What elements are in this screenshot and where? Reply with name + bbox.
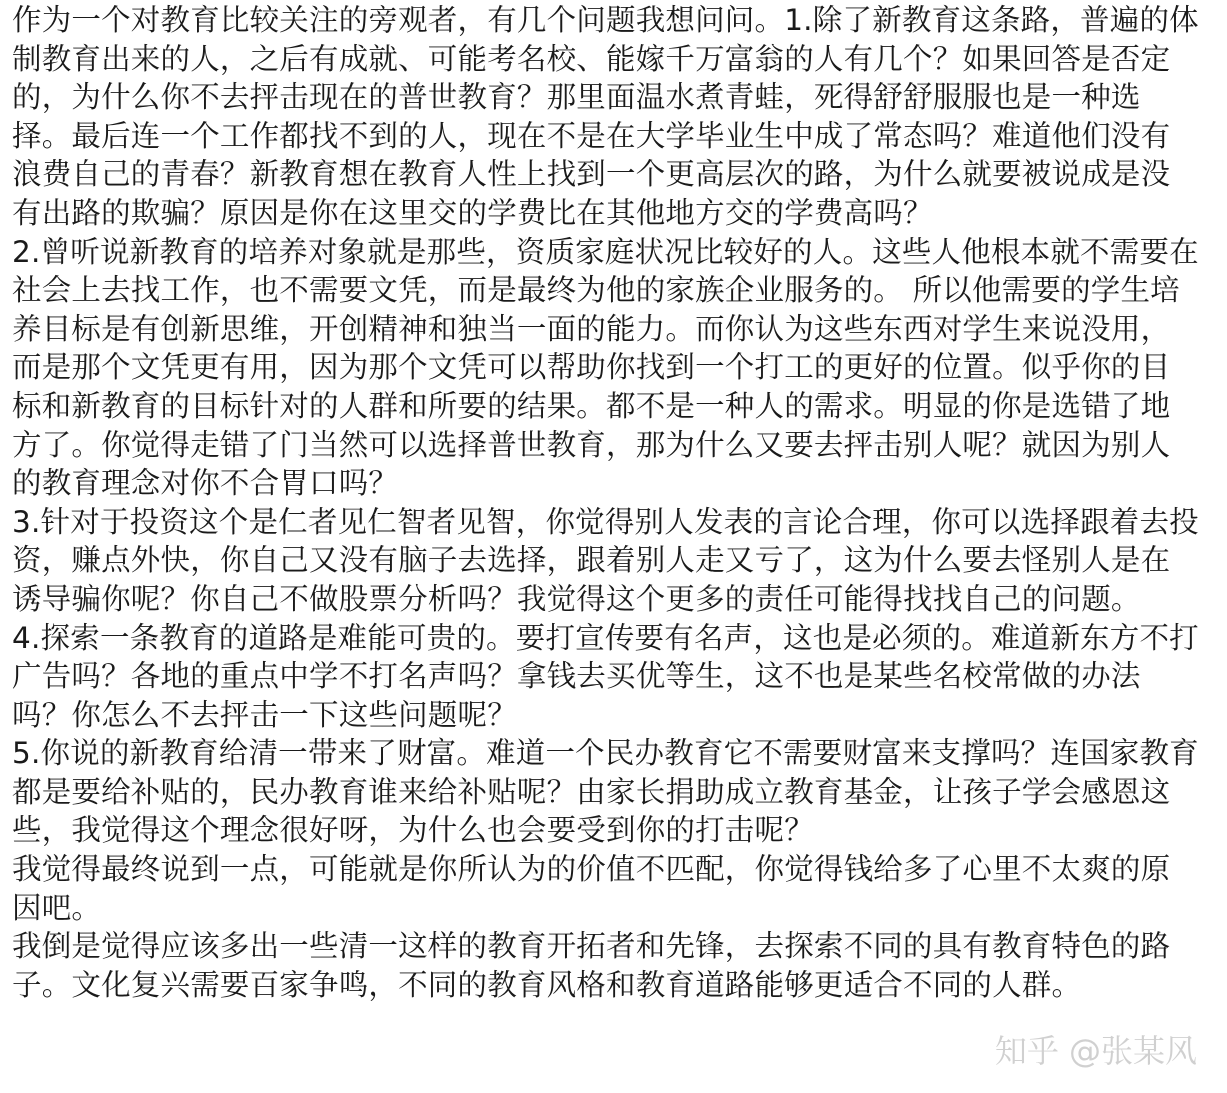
text-line: 养目标是有创新思维，开创精神和独当一面的能力。而你认为这些东西对学生来说没用， <box>12 311 1171 346</box>
text-line: 的，为什么你不去抨击现在的普世教育？那里面温水煮青蛙，死得舒舒服服也是一种选 <box>12 80 1141 115</box>
text-line: 5.你说的新教育给清一带来了财富。难道一个民办教育它不需要财富来支撑吗？连国家教育 <box>12 736 1199 771</box>
text-line: 我觉得最终说到一点，可能就是你所认为的价值不匹配，你觉得钱给多了心里不太爽的原 <box>12 852 1171 887</box>
watermark: 知乎 @张某风 <box>994 1032 1197 1070</box>
text-line: 些，我觉得这个理念很好呀，为什么也会要受到你的打击呢？ <box>12 813 814 848</box>
document-body <box>12 0 1217 1003</box>
text-line: 都是要给补贴的，民办教育谁来给补贴呢？由家长捐助成立教育基金，让孩子学会感恩这 <box>12 774 1171 809</box>
text-line: 作为一个对教育比较关注的旁观者，有几个问题我想问问。1.除了新教育这条路，普遍的体 <box>12 3 1199 37</box>
text-line: 广告吗？各地的重点中学不打名声吗？拿钱去买优等生，这不也是某些名校常做的办法 <box>12 659 1141 694</box>
text-line: 而是那个文凭更有用，因为那个文凭可以帮助你找到一个打工的更好的位置。似乎你的目 <box>12 350 1171 385</box>
text-line: 我倒是觉得应该多出一些清一这样的教育开拓者和先锋，去探索不同的具有教育特色的路 <box>12 929 1171 964</box>
text-line: 3.针对于投资这个是仁者见仁智者见智，你觉得别人发表的言论合理，你可以选择跟着去投 <box>12 504 1199 539</box>
text-line: 因吧。 <box>12 890 102 925</box>
text-line: 资，赚点外快，你自己又没有脑子去选择，跟着别人走又亏了，这为什么要去怪别人是在 <box>12 543 1171 578</box>
text-line: 浪费自己的青春？新教育想在教育人性上找到一个更高层次的路，为什么就要被说成是没 <box>12 157 1171 192</box>
text-line: 吗？你怎么不去抨击一下这些问题呢？ <box>12 697 517 732</box>
text-line: 有出路的欺骗？原因是你在这里交的学费比在其他地方交的学费高吗？ <box>12 195 933 230</box>
text-line: 的教育理念对你不合胃口吗？ <box>12 466 399 501</box>
text-line: 诱导骗你呢？你自己不做股票分析吗？我觉得这个更多的责任可能得找找自己的问题。 <box>12 581 1141 616</box>
text-line: 4.探索一条教育的道路是难能可贵的。要打宣传要有名声，这也是必须的。难道新东方不打 <box>12 620 1199 655</box>
text-line: 2.曾听说新教育的培养对象就是那些，资质家庭状况比较好的人。这些人他根本就不需要在 <box>12 234 1199 269</box>
text-line: 标和新教育的目标针对的人群和所要的结果。都不是一种人的需求。明显的你是选错了地 <box>12 388 1171 423</box>
text-line: 子。文化复兴需要百家争鸣，不同的教育风格和教育道路能够更适合不同的人群。 <box>12 967 1082 1002</box>
text-line: 择。最后连一个工作都找不到的人，现在不是在大学毕业生中成了常态吗？难道他们没有 <box>12 118 1171 153</box>
text-line: 社会上去找工作，也不需要文凭，而是最终为他的家族企业服务的。 所以他需要的学生培 <box>12 273 1180 308</box>
text-line: 方了。你觉得走错了门当然可以选择普世教育，那为什么又要去抨击别人呢？就因为别人 <box>12 427 1171 462</box>
text-line: 制教育出来的人，之后有成就、可能考名校、能嫁千万富翁的人有几个？如果回答是否定 <box>12 41 1171 76</box>
